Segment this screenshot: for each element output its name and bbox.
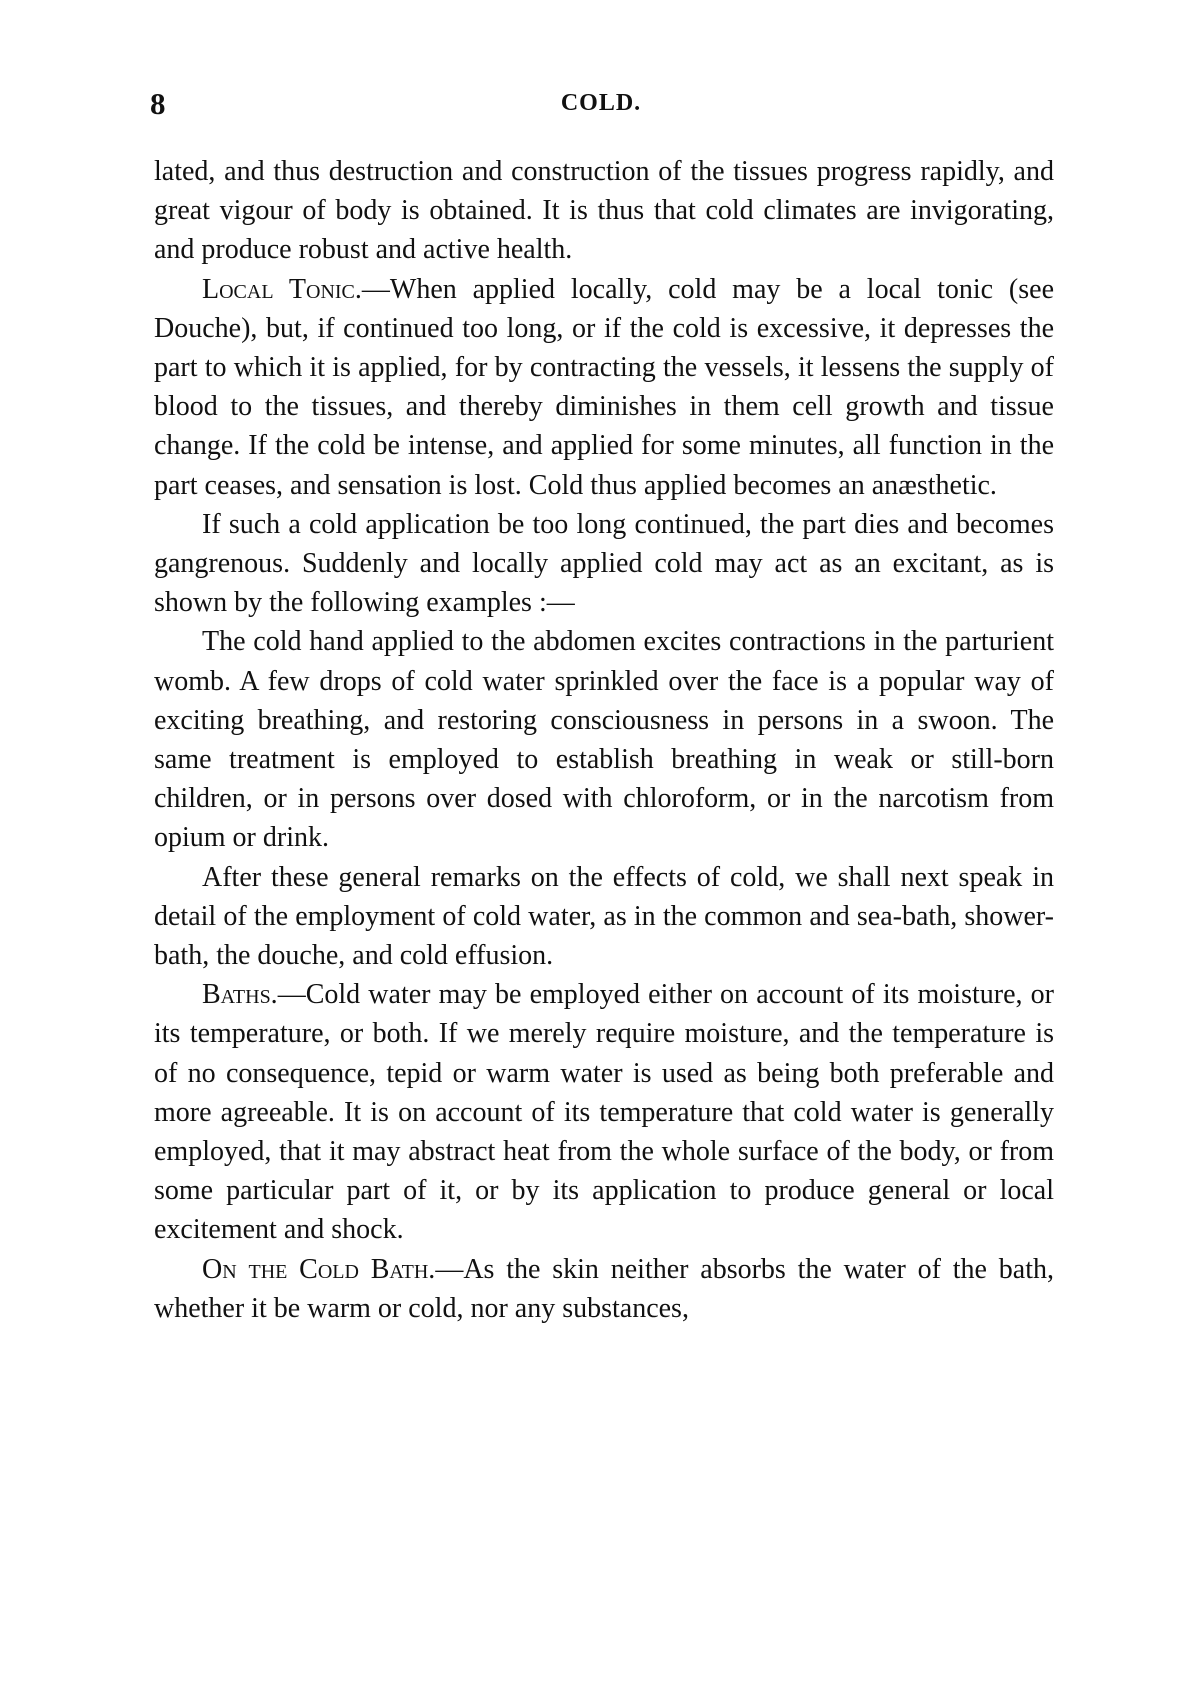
page-number: 8 xyxy=(150,86,166,121)
paragraph-gangrene: If such a cold application be too long continued, the part dies and becomes gangrenous. Suddenly and locally applied cold may act as an excitant, as is shown by the following examples :— xyxy=(154,508,1054,619)
body-text xyxy=(154,152,1054,1328)
section-heading-local-tonic: Local Tonic. xyxy=(202,273,362,305)
paragraph-cold-bath-text: —As the skin neither absorbs the water of the bath, whether it be warm or cold, nor any substances, xyxy=(154,1253,1054,1324)
running-head: COLD. xyxy=(560,90,642,116)
section-heading-cold-bath: On the Cold Bath. xyxy=(202,1253,436,1285)
paragraph-local-tonic xyxy=(154,270,1054,505)
page-header xyxy=(150,86,1052,126)
paragraph-local-tonic-text: —When applied locally, cold may be a local tonic (see Douche), but, if continued too long, or if the cold is excessive, it depresses the part to which it is applied, for by contracting the vessels, it lessens the supply of blood to the tissues, and thereby diminishes in them cell growth and tissue change. If the cold be intense, and applied for some minutes, all function in the part ceases, and sensation is lost. Cold thus applied becomes an anæsthetic. xyxy=(154,273,1055,501)
paragraph-examples: The cold hand applied to the abdomen excites contractions in the parturient womb. A few drops of cold water sprinkled over the face is a popular way of exciting breathing, and restoring consciousness in persons in a swoon. The same treatment is employed to establish breathing in weak or still-born children, or in persons over dosed with chloroform, or in the narcotism from opium or drink. xyxy=(154,626,1054,854)
paragraph-cold-bath xyxy=(154,1250,1054,1328)
paragraph-general-remarks: After these general remarks on the effects of cold, we shall next speak in detail of the employment of cold water, as in the common and sea-bath, shower-bath, the douche, and cold effusion. xyxy=(154,861,1054,972)
paragraph-baths-text: —Cold water may be employed either on account of its moisture, or its temperature, or both. If we merely require moisture, and the temperature is of no consequence, tepid or warm water is used as being both preferable and more agreeable. It is on account of its temperature that cold water is generally employed, that it may abstract heat from the whole surface of the body, or from some particular part of it, or by its application to produce general or local excitement and shock. xyxy=(154,979,1054,1246)
section-heading-baths: Baths. xyxy=(202,979,278,1011)
paragraph-continuation: lated, and thus destruction and construction of the tissues progress rapidly, and great vigour of body is obtained. It is thus that cold climates are invigorating, and produce robust and active health. xyxy=(154,156,1054,266)
paragraph-baths xyxy=(154,975,1054,1249)
